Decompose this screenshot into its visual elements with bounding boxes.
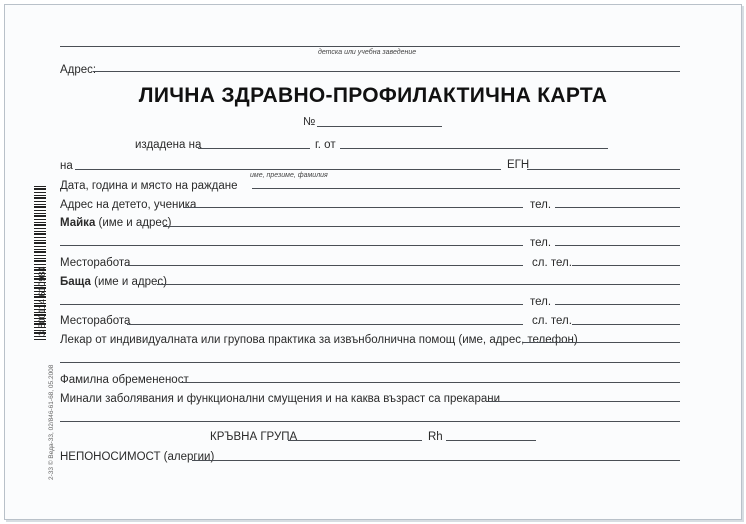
- child-phone-label: тел.: [530, 199, 552, 211]
- number-label: №: [303, 116, 316, 128]
- page-title: ЛИЧНА ЗДРАВНО-ПРОФИЛАКТИЧНА КАРТА: [138, 84, 608, 107]
- blood-group-label: КРЪВНА ГРУПА: [210, 431, 298, 443]
- rh-label: Rh: [428, 431, 443, 443]
- mother-phone-label: тел.: [530, 237, 552, 249]
- mother-work-phone-line[interactable]: [572, 265, 680, 266]
- mother-line-2[interactable]: [60, 245, 523, 246]
- mother-workplace-label: Месторабота: [60, 257, 131, 269]
- family-label: Фамилна обремененост: [60, 374, 189, 386]
- father-label-group: [60, 276, 167, 289]
- father-phone-line[interactable]: [555, 304, 680, 305]
- mother-phone-line[interactable]: [555, 245, 680, 246]
- blood-group-line[interactable]: [288, 440, 422, 441]
- barcode-number: 3 800114 610984: [37, 266, 47, 336]
- family-line[interactable]: [181, 382, 680, 383]
- child-address-label: Адрес на детето, ученика: [60, 199, 197, 211]
- mother-workplace-line[interactable]: [127, 265, 523, 266]
- diseases-label: Минали заболявания и функционални смущения и на каква възраст са прекарани: [60, 393, 501, 405]
- mother-work-phone-label: сл. тел.: [532, 257, 572, 269]
- father-suffix: (име и адрес): [94, 276, 167, 288]
- address-label: Адрес:: [60, 64, 97, 76]
- father-line-2[interactable]: [60, 304, 523, 305]
- diseases-line-1[interactable]: [487, 401, 680, 402]
- intolerance-line[interactable]: [192, 460, 680, 461]
- child-phone-line[interactable]: [555, 207, 680, 208]
- father-work-phone-label: сл. тел.: [532, 315, 572, 327]
- issued-by-line[interactable]: [340, 148, 608, 149]
- mother-line-1[interactable]: [163, 226, 680, 227]
- father-workplace-line[interactable]: [127, 324, 523, 325]
- mother-suffix: (име и адрес): [98, 217, 172, 229]
- intolerance-label: НЕПОНОСИМОСТ (алергии): [60, 451, 215, 463]
- father-label: Баща: [60, 276, 91, 288]
- egn-line[interactable]: [527, 169, 680, 170]
- father-line-1[interactable]: [157, 284, 680, 285]
- father-workplace-label: Месторабота: [60, 315, 131, 327]
- institution-line[interactable]: [60, 46, 680, 47]
- address-line[interactable]: [93, 71, 680, 72]
- doctor-label: Лекар от индивидуалната или групова практика за извънболнична помощ (име, адрес, телефон): [60, 334, 578, 346]
- birth-line[interactable]: [252, 188, 680, 189]
- print-info: 2-33 © Веда-33, 02/846-61-68, 05.2008: [48, 364, 55, 480]
- egn-label: ЕГН: [507, 159, 530, 171]
- year-label: г. от: [315, 139, 336, 151]
- mother-label-group: [60, 217, 171, 230]
- doctor-line-2[interactable]: [60, 362, 680, 363]
- father-phone-label: тел.: [530, 296, 552, 308]
- issued-to-label: издадена на: [135, 139, 202, 151]
- father-work-phone-line[interactable]: [572, 324, 680, 325]
- rh-line[interactable]: [446, 440, 536, 441]
- mother-label: Майка: [60, 217, 96, 229]
- diseases-line-2[interactable]: [60, 421, 680, 422]
- issued-year-line[interactable]: [198, 148, 310, 149]
- doctor-line-1[interactable]: [522, 342, 680, 343]
- number-line[interactable]: [317, 126, 442, 127]
- to-label: на: [60, 160, 73, 172]
- name-caption: име, презиме, фамилия: [250, 172, 328, 179]
- child-address-line[interactable]: [183, 207, 523, 208]
- birth-label: Дата, година и място на раждане: [60, 180, 238, 192]
- name-line[interactable]: [75, 169, 501, 170]
- institution-caption: детска или учебна заведение: [318, 49, 417, 56]
